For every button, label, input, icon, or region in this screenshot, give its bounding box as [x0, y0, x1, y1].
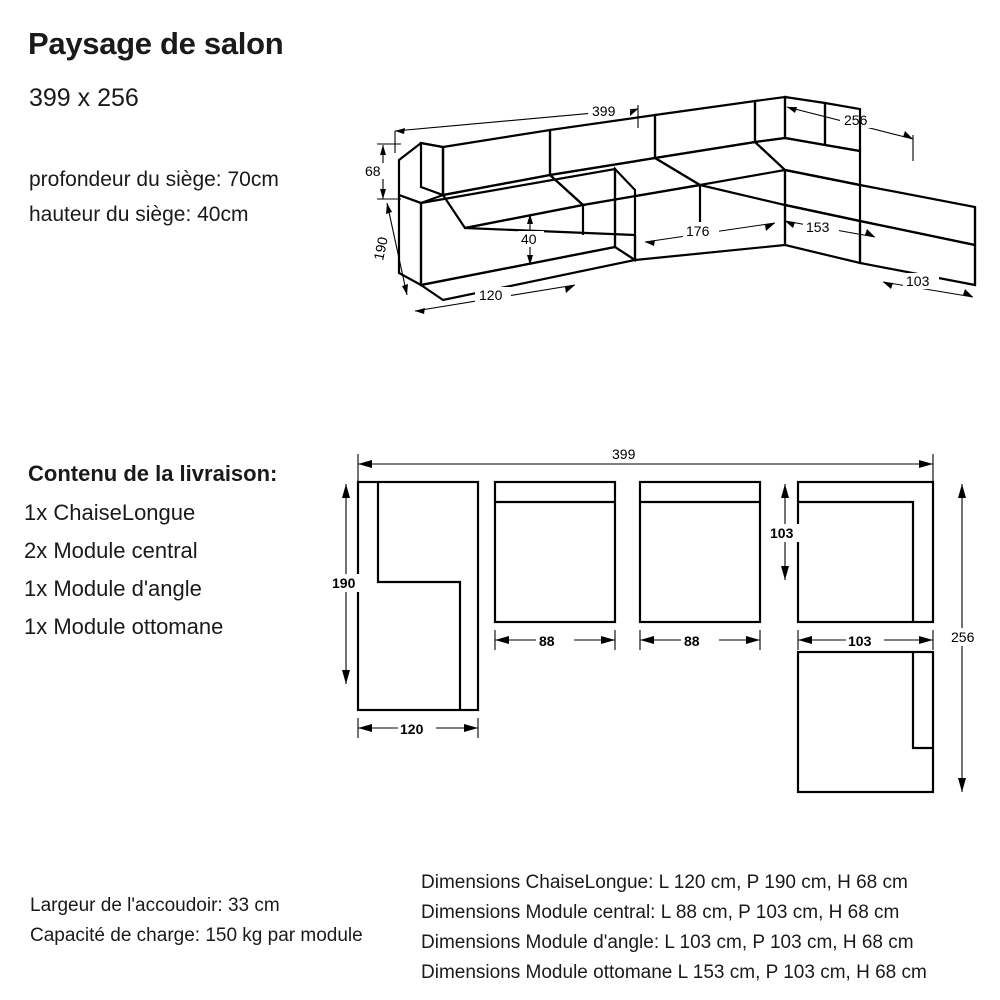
isometric-sofa-diagram [355, 95, 1000, 355]
delivery-content-title: Contenu de la livraison: [28, 461, 278, 486]
footer-dimensions-chaiselongue: Dimensions ChaiseLongue: L 120 cm, P 190 cm, H 68 cm [421, 872, 908, 893]
list-item: 1x Module ottomane [24, 614, 224, 639]
plan-layout-diagram [330, 440, 990, 830]
dim-plan-total-depth: 256 [951, 629, 975, 645]
list-item: 1x ChaiseLongue [24, 500, 196, 525]
footer-load-capacity: Capacité de charge: 150 kg par module [30, 925, 363, 946]
footer-armrest-width: Largeur de l'accoudoir: 33 cm [30, 895, 280, 916]
dim-plan-module-width-2: 88 [684, 633, 700, 649]
dim-iso-seat-height: 40 [521, 231, 537, 247]
list-item: 2x Module central [24, 538, 198, 563]
dim-plan-total-width: 399 [612, 446, 636, 462]
page-subtitle: 399 x 256 [29, 84, 139, 112]
footer-dimensions-module-ottomane: Dimensions Module ottomane L 153 cm, P 103 cm, H 68 cm [421, 962, 927, 983]
dim-iso-ottoman-width: 153 [806, 219, 830, 235]
page-title: Paysage de salon [28, 26, 284, 61]
dim-plan-module-width-1: 88 [539, 633, 555, 649]
dim-iso-ottoman-depth: 103 [906, 273, 930, 289]
dim-plan-chaise-width: 120 [400, 721, 424, 737]
dim-plan-corner-width: 103 [848, 633, 872, 649]
dim-iso-total-width: 399 [592, 103, 616, 119]
dim-iso-total-depth: 256 [844, 112, 868, 128]
list-item: 1x Module d'angle [24, 576, 202, 601]
footer-dimensions-module-central: Dimensions Module central: L 88 cm, P 103 cm, H 68 cm [421, 902, 900, 923]
spec-seat-depth: profondeur du siège: 70cm [29, 168, 279, 191]
dim-plan-corner-depth: 103 [770, 525, 794, 541]
footer-dimensions-module-angle: Dimensions Module d'angle: L 103 cm, P 103 cm, H 68 cm [421, 932, 914, 953]
dim-plan-chaise-depth: 190 [332, 575, 356, 591]
dim-iso-chaise-depth: 190 [370, 235, 391, 262]
dim-iso-center-modules: 176 [686, 223, 710, 239]
dim-iso-back-height: 68 [365, 163, 381, 179]
dim-iso-chaise-width: 120 [479, 287, 503, 303]
spec-seat-height: hauteur du siège: 40cm [29, 203, 249, 226]
